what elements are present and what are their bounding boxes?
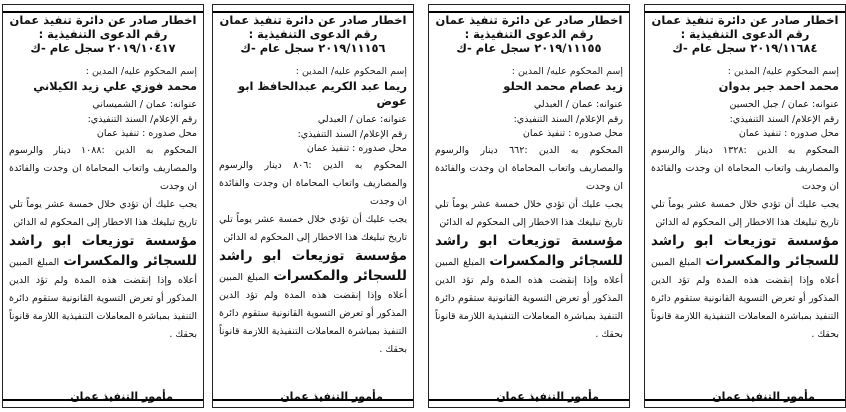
document-reference: رقم الإعلام/ السند التنفيذي: [87, 113, 197, 125]
case-number: ٢٠١٩/١١٦٨٤ سجل عام -ك [672, 41, 818, 55]
notice-header [435, 13, 623, 55]
debtor-label: إسم المحكوم عليه/ المدين : [511, 66, 623, 77]
notice-card [2, 4, 204, 408]
debtor-name: ريما عبد الكريم عبدالحافظ ابو عوض [238, 79, 407, 108]
case-label: رقم الدعوى التنفيذية : [248, 27, 378, 41]
signature: مأمور التنفيذ عمان [712, 390, 815, 403]
top-rule [3, 5, 203, 13]
debtor-address: عنوانه: عمان / العبدلي [317, 114, 407, 125]
issued-at: محل صدوره : تنفيذ عمان [306, 143, 407, 154]
warning-text: المبلغ المبين أعلاه وإذا إنقضت هذه المدة ولم تؤد الدين المذكور أو تعرض التسوية القانونية ستقوم دائرة التنفيذ بمباشرة المعاملات التنفيذية اللازمة قانوناً بحقك . [651, 256, 839, 340]
notice-header [219, 13, 407, 55]
creditor-name: مؤسسة توزيعات ابو راشد للسجائر والمكسرات [219, 247, 407, 284]
payment-deadline: يجب عليك أن تؤدي خلال خمسة عشر يوماً تلي تاريخ تبليغك هذا الاخطار إلى المحكوم له الدائن [219, 213, 407, 243]
notice-card [644, 4, 846, 408]
case-number: ٢٠١٩/١١١٥٦ سجل عام -ك [240, 41, 386, 55]
case-number: ٢٠١٩/١٠٤١٧ سجل عام -ك [30, 41, 176, 55]
notice-card [428, 4, 630, 408]
top-rule [645, 5, 845, 13]
notice-title: اخطار صادر عن دائرة تنفيذ عمان [435, 13, 623, 27]
case-label: رقم الدعوى التنفيذية : [38, 27, 168, 41]
debtor-name: محمد فوزي علي زيد الكيلاني [33, 79, 197, 93]
debtor-name: محمد احمد جبر بدوان [718, 79, 839, 93]
case-label: رقم الدعوى التنفيذية : [464, 27, 594, 41]
creditor-paragraph [651, 232, 839, 344]
debtor-label: إسم المحكوم عليه/ المدين : [295, 66, 407, 77]
top-rule [429, 5, 629, 13]
creditor-paragraph [9, 232, 197, 344]
creditor-name: مؤسسة توزيعات ابو راشد للسجائر والمكسرات [9, 232, 197, 269]
warning-text: المبلغ المبين أعلاه وإذا إنقضت هذه المدة ولم تؤد الدين المذكور أو تعرض التسوية القانونية ستقوم دائرة التنفيذ بمباشرة المعاملات التنفيذية اللازمة قانوناً بحقك . [219, 271, 407, 355]
judgment-amount: المحكوم به الدين :١٣٢٨ دينار والرسوم والمصاريف واتعاب المحاماة ان وجدت والفائدة ان وجدت [651, 144, 839, 192]
bottom-rule [213, 399, 413, 407]
payment-deadline: يجب عليك أن تؤدي خلال خمسة عشر يوماً تلي تاريخ تبليغك هذا الاخطار إلى المحكوم له الدائن [435, 198, 623, 228]
creditor-paragraph [219, 247, 407, 359]
top-rule [213, 5, 413, 13]
debtor-label: إسم المحكوم عليه/ المدين : [85, 66, 197, 77]
issued-at: محل صدوره : تنفيذ عمان [522, 128, 623, 139]
signature: مأمور التنفيذ عمان [280, 390, 383, 403]
debtor-address: عنوانه: عمان / جبل الحسين [729, 99, 839, 110]
notice-content [435, 13, 623, 399]
creditor-name: مؤسسة توزيعات ابو راشد للسجائر والمكسرات [651, 232, 839, 269]
notice-content [219, 13, 407, 399]
bottom-rule [429, 399, 629, 407]
document-reference: رقم الإعلام/ السند التنفيذي: [513, 113, 623, 125]
warning-text: المبلغ المبين أعلاه وإذا إنقضت هذه المدة ولم تؤد الدين المذكور أو تعرض التسوية القانونية ستقوم دائرة التنفيذ بمباشرة المعاملات التنفيذية اللازمة قانوناً بحقك . [9, 256, 197, 340]
document-reference: رقم الإعلام/ السند التنفيذي: [297, 128, 407, 140]
notice-title: اخطار صادر عن دائرة تنفيذ عمان [651, 13, 839, 27]
notice-title: اخطار صادر عن دائرة تنفيذ عمان [219, 13, 407, 27]
document-reference: رقم الإعلام/ السند التنفيذي: [729, 113, 839, 125]
creditor-name: مؤسسة توزيعات ابو راشد للسجائر والمكسرات [435, 232, 623, 269]
debtor-address: عنوانه: عمان / الشميساني [92, 99, 197, 110]
signature: مأمور التنفيذ عمان [496, 390, 599, 403]
issued-at: محل صدوره : تنفيذ عمان [96, 128, 197, 139]
case-number: ٢٠١٩/١١١٥٥ سجل عام -ك [456, 41, 602, 55]
issued-at: محل صدوره : تنفيذ عمان [738, 128, 839, 139]
debtor-name: زيد عصام محمد الحلو [503, 79, 623, 93]
notice-content [651, 13, 839, 399]
judgment-amount: المحكوم به الدين :٦٦٢ دينار والرسوم والمصاريف واتعاب المحاماة ان وجدت والفائدة ان وجدت [435, 144, 623, 192]
notice-title: اخطار صادر عن دائرة تنفيذ عمان [9, 13, 197, 27]
creditor-paragraph [435, 232, 623, 344]
judgment-amount: المحكوم به الدين :١٠٨٨ دينار والرسوم والمصاريف واتعاب المحاماة ان وجدت والفائدة ان وجدت [9, 144, 197, 192]
payment-deadline: يجب عليك أن تؤدي خلال خمسة عشر يوماً تلي تاريخ تبليغك هذا الاخطار إلى المحكوم له الدائن [9, 198, 197, 228]
case-label: رقم الدعوى التنفيذية : [680, 27, 810, 41]
judgment-amount: المحكوم به الدين :٨٠٦ دينار والرسوم والمصاريف واتعاب المحاماة ان وجدت والفائدة ان وجدت [219, 159, 407, 207]
debtor-address: عنوانه: عمان / العبدلي [533, 99, 623, 110]
notice-content [9, 13, 197, 399]
bottom-rule [645, 399, 845, 407]
notice-header [9, 13, 197, 55]
signature: مأمور التنفيذ عمان [70, 390, 173, 403]
warning-text: المبلغ المبين أعلاه وإذا إنقضت هذه المدة ولم تؤد الدين المذكور أو تعرض التسوية القانونية ستقوم دائرة التنفيذ بمباشرة المعاملات التنفيذية اللازمة قانوناً بحقك . [435, 256, 623, 340]
debtor-label: إسم المحكوم عليه/ المدين : [727, 66, 839, 77]
payment-deadline: يجب عليك أن تؤدي خلال خمسة عشر يوماً تلي تاريخ تبليغك هذا الاخطار إلى المحكوم له الدائن [651, 198, 839, 228]
bottom-rule [3, 399, 203, 407]
notice-header [651, 13, 839, 55]
notice-card [212, 4, 414, 408]
